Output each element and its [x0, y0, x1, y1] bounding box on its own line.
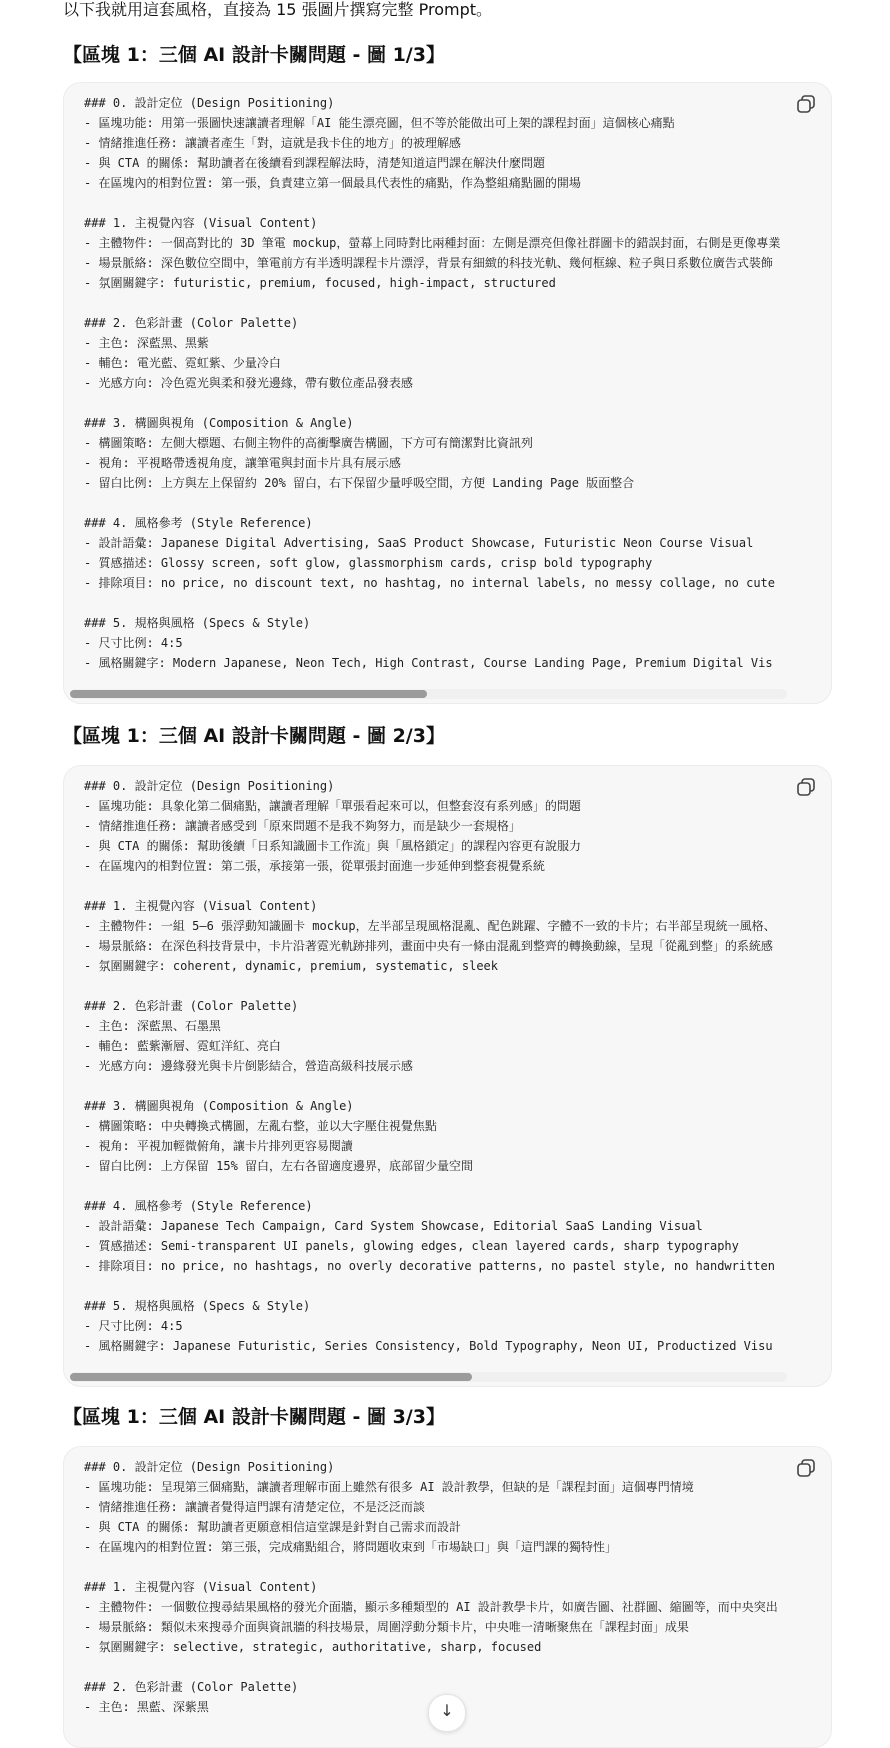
code-line — [84, 393, 787, 413]
code-line: ### 2. 色彩計畫 (Color Palette) — [84, 1680, 299, 1694]
code-line: - 在區塊內的相對位置: 第二張，承接第一張，從單張封面進一步延伸到整套視覺系統 — [84, 859, 545, 873]
code-line: ### 1. 主視覺內容 (Visual Content) — [84, 899, 318, 913]
arrow-down-icon: ↓ — [440, 1701, 454, 1720]
code-line: - 情緒推進任務: 讓讀者覺得這門課有清楚定位，不是泛泛而談 — [84, 1500, 425, 1514]
section-heading-3: 【區塊 1：三個 AI 設計卡關問題 - 圖 3/3】 — [63, 1406, 445, 1428]
scrollbar-thumb[interactable] — [70, 1373, 472, 1381]
code-line: - 光感方向: 邊緣發光與卡片倒影結合，營造高級科技展示感 — [84, 1059, 413, 1073]
code-line: - 輔色: 電光藍、霓虹紫、少量冷白 — [84, 356, 281, 370]
code-line: - 輔色: 藍紫漸層、霓虹洋紅、亮白 — [84, 1039, 281, 1053]
code-line: ### 5. 規格與風格 (Specs & Style) — [84, 616, 311, 630]
copy-icon[interactable] — [795, 1457, 817, 1479]
horizontal-scrollbar[interactable] — [70, 1372, 787, 1382]
code-line: - 風格關鍵字: Japanese Futuristic, Series Consistency, Bold Typography, Neon UI, Productized Visu — [84, 1339, 773, 1353]
code-line: - 尺寸比例: 4:5 — [84, 1319, 183, 1333]
code-line — [84, 1176, 787, 1196]
code-line: ### 2. 色彩計畫 (Color Palette) — [84, 316, 299, 330]
code-line: - 區塊功能: 具象化第二個痛點，讓讀者理解「單張看起來可以，但整套沒有系列感」的問題 — [84, 799, 581, 813]
code-line: - 區塊功能: 呈現第三個痛點，讓讀者理解市面上雖然有很多 AI 設計教學，但缺的是「課程封面」這個專門情境 — [84, 1480, 694, 1494]
code-line: - 與 CTA 的關係: 幫助讀者更願意相信這堂課是針對自己需求而設計 — [84, 1520, 462, 1534]
code-line: ### 0. 設計定位 (Design Positioning) — [84, 1460, 335, 1474]
code-line: - 留白比例: 上方保留 15% 留白，左右各留適度邊界，底部留少量空間 — [84, 1159, 474, 1173]
code-line — [84, 876, 787, 896]
code-line: - 氛圍關鍵字: futuristic, premium, focused, high-impact, structured — [84, 276, 556, 290]
code-line: - 主色: 黑藍、深紫黑 — [84, 1700, 209, 1714]
code-line: - 視角: 平視略帶透視角度，讓筆電與封面卡片具有展示感 — [84, 456, 401, 470]
code-line: - 與 CTA 的關係: 幫助後續「日系知識圖卡工作流」與「風格鎖定」的課程內容更有說服力 — [84, 839, 582, 853]
code-line: - 主色: 深藍黑、黑紫 — [84, 336, 209, 350]
scroll-to-bottom-button[interactable] — [428, 1694, 466, 1732]
code-content — [84, 1457, 787, 1717]
code-line: - 場景脈絡: 類似未來搜尋介面與資訊牆的科技場景，周圍浮動分類卡片，中央唯一清晰聚焦在「課程封面」成果 — [84, 1620, 689, 1634]
code-line: - 質感描述: Semi-transparent UI panels, glowing edges, clean layered cards, sharp typography — [84, 1239, 739, 1253]
code-line: - 場景脈絡: 深色數位空間中，筆電前方有半透明課程卡片漂浮，背景有細緻的科技光軌、幾何框線、粒子與日系數位廣告式裝飾 — [84, 256, 773, 270]
scrollbar-thumb[interactable] — [70, 690, 427, 698]
copy-icon[interactable] — [795, 776, 817, 798]
copy-icon[interactable] — [795, 93, 817, 115]
code-line: - 排除項目: no price, no discount text, no hashtag, no internal labels, no messy collage, no cute — [84, 576, 775, 590]
code-line: - 主體物件: 一個高對比的 3D 筆電 mockup，螢幕上同時對比兩種封面：左側是漂亮但像社群圖卡的錯誤封面，右側是更像專業 — [84, 236, 781, 250]
code-line: - 主色: 深藍黑、石墨黑 — [84, 1019, 221, 1033]
code-line — [84, 1657, 787, 1677]
code-line: ### 0. 設計定位 (Design Positioning) — [84, 779, 335, 793]
code-line — [84, 593, 787, 613]
code-line: ### 1. 主視覺內容 (Visual Content) — [84, 216, 318, 230]
code-line: - 與 CTA 的關係: 幫助讀者在後續看到課程解法時，清楚知道這門課在解決什麼問題 — [84, 156, 546, 170]
code-line — [84, 1276, 787, 1296]
code-line: - 排除項目: no price, no hashtags, no overly decorative patterns, no pastel style, no handwritten — [84, 1259, 775, 1273]
code-line: - 場景脈絡: 在深色科技背景中，卡片沿著霓光軌跡排列，畫面中央有一條由混亂到整齊的轉換動線，呈現「從亂到整」的系統感 — [84, 939, 773, 953]
code-line: - 風格關鍵字: Modern Japanese, Neon Tech, High Contrast, Course Landing Page, Premium Digital Vis — [84, 656, 773, 670]
section-heading-2: 【區塊 1：三個 AI 設計卡關問題 - 圖 2/3】 — [63, 725, 445, 747]
code-line: - 主體物件: 一組 5–6 張浮動知識圖卡 mockup，左半部呈現風格混亂、配色跳躍、字體不一致的卡片；右半部呈現統一風格、 — [84, 919, 776, 933]
code-line: ### 0. 設計定位 (Design Positioning) — [84, 96, 335, 110]
intro-text: 以下我就用這套風格，直接為 15 張圖片撰寫完整 Prompt。 — [63, 0, 493, 19]
code-line: ### 4. 風格參考 (Style Reference) — [84, 1199, 313, 1213]
code-line: ### 1. 主視覺內容 (Visual Content) — [84, 1580, 318, 1594]
code-line: ### 3. 構圖與視角 (Composition & Angle) — [84, 1099, 354, 1113]
code-block-2 — [63, 765, 832, 1387]
code-line: - 在區塊內的相對位置: 第三張，完成痛點組合，將問題收束到「市場缺口」與「這門課的獨特性」 — [84, 1540, 617, 1554]
code-line: - 情緒推進任務: 讓讀者感受到「原來問題不是我不夠努力，而是缺少一套規格」 — [84, 819, 521, 833]
code-line: - 在區塊內的相對位置: 第一張，負責建立第一個最具代表性的痛點，作為整組痛點圖的開場 — [84, 176, 581, 190]
code-line: - 視角: 平視加輕微俯角，讓卡片排列更容易閱讀 — [84, 1139, 353, 1153]
code-line — [84, 193, 787, 213]
code-line — [84, 1557, 787, 1577]
code-line: ### 3. 構圖與視角 (Composition & Angle) — [84, 416, 354, 430]
code-line: - 設計語彙: Japanese Tech Campaign, Card System Showcase, Editorial SaaS Landing Visual — [84, 1219, 703, 1233]
code-content — [84, 93, 787, 673]
code-line: - 構圖策略: 左側大標題、右側主物件的高衝擊廣告構圖，下方可有簡潔對比資訊列 — [84, 436, 533, 450]
code-line — [84, 293, 787, 313]
section-heading-1: 【區塊 1：三個 AI 設計卡關問題 - 圖 1/3】 — [63, 44, 445, 66]
code-line: - 區塊功能: 用第一張圖快速讓讀者理解「AI 能生漂亮圖，但不等於能做出可上架的課程封面」這個核心痛點 — [84, 116, 675, 130]
code-line: ### 4. 風格參考 (Style Reference) — [84, 516, 313, 530]
code-line: - 氛圍關鍵字: selective, strategic, authoritative, sharp, focused — [84, 1640, 542, 1654]
code-line: - 尺寸比例: 4:5 — [84, 636, 183, 650]
code-line: ### 2. 色彩計畫 (Color Palette) — [84, 999, 299, 1013]
code-line: - 主體物件: 一個數位搜尋結果風格的發光介面牆，顯示多種類型的 AI 設計教學卡片，如廣告圖、社群圖、縮圖等，而中央突出 — [84, 1600, 778, 1614]
code-line: ### 5. 規格與風格 (Specs & Style) — [84, 1299, 311, 1313]
horizontal-scrollbar[interactable] — [70, 689, 787, 699]
code-line — [84, 1076, 787, 1096]
code-content — [84, 776, 787, 1356]
code-block-1 — [63, 82, 832, 704]
code-line: - 氛圍關鍵字: coherent, dynamic, premium, systematic, sleek — [84, 959, 499, 973]
code-line: - 留白比例: 上方與左上保留約 20% 留白，右下保留少量呼吸空間，方便 Landing Page 版面整合 — [84, 476, 635, 490]
code-line: - 構圖策略: 中央轉換式構圖，左亂右整，並以大字壓住視覺焦點 — [84, 1119, 437, 1133]
code-line: - 質感描述: Glossy screen, soft glow, glassmorphism cards, crisp bold typography — [84, 556, 653, 570]
code-line: - 光感方向: 冷色霓光與柔和發光邊緣，帶有數位產品發表感 — [84, 376, 413, 390]
code-line: - 設計語彙: Japanese Digital Advertising, SaaS Product Showcase, Futuristic Neon Course Visual — [84, 536, 754, 550]
code-line — [84, 493, 787, 513]
code-line — [84, 976, 787, 996]
code-line: - 情緒推進任務: 讓讀者產生「對，這就是我卡住的地方」的被理解感 — [84, 136, 461, 150]
